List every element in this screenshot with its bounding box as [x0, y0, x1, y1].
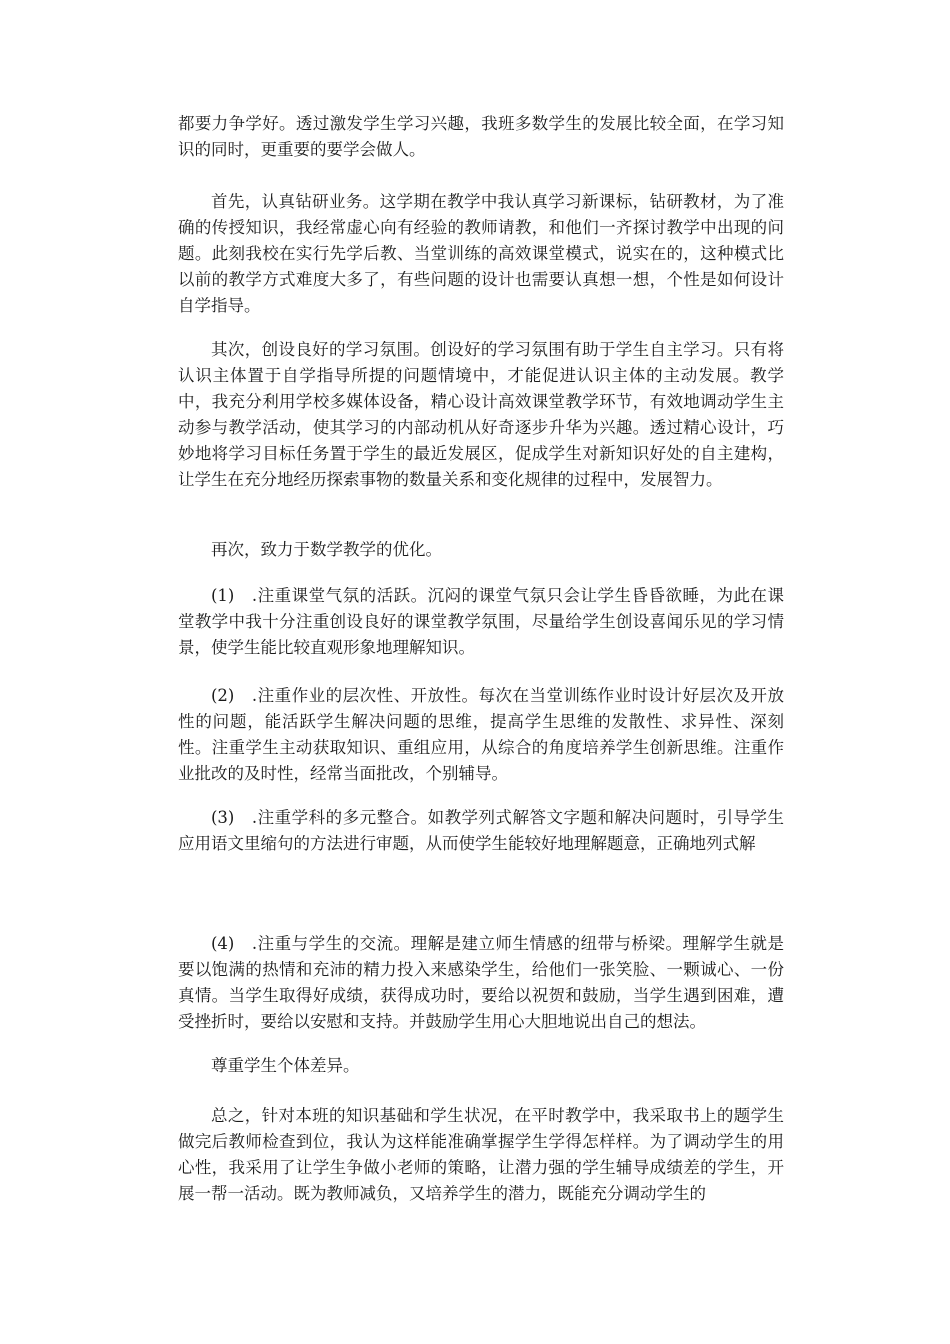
- paragraph-second-atmosphere: 其次，创设良好的学习氛围。创设好的学习氛围有助于学生自主学习。只有将认识主体置于自学指导所提的问题情境中，才能促进认识主体的主动发展。教学中，我充分利用学校多媒体设备，精心设计高效课堂教学环节，有效地调动学生主动参与教学活动，使其学习的内部动机从好奇逐步升华为兴趣。透过精心设计，巧妙地将学习目标任务置于学生的最近发展区，促成学生对新知识好处的自主建构，让学生在充分地经历探索事物的数量关系和变化规律的过程中，发展智力。: [178, 340, 784, 489]
- paragraph-item-4: (4) .注重与学生的交流。理解是建立师生情感的纽带与桥梁。理解学生就是要以饱满的热情和充沛的精力投入来感染学生，给他们一张笑脸、一颗诚心、一份真情。当学生取得好成绩，获得成功时，要给以祝贺和鼓励，当学生遇到困难，遭受挫折时，要给以安慰和支持。并鼓励学生用心大胆地说出自己的想法。: [178, 934, 784, 1031]
- paragraph-respect-differences: 尊重学生个体差异。: [211, 1056, 360, 1075]
- paragraph-third-optimization: 再次，致力于数学教学的优化。: [211, 540, 442, 559]
- paragraph-first-research: 首先，认真钻研业务。这学期在教学中我认真学习新课标，钻研教材，为了准确的传授知识，我经常虚心向有经验的教师请教，和他们一齐探讨教学中出现的问题。此刻我校在实行先学后教、当堂训练的高效课堂模式，说实在的，这种模式比以前的教学方式难度大多了，有些问题的设计也需要认真想一想，个性是如何设计自学指导。: [178, 192, 784, 315]
- paragraph-summary: 总之，针对本班的知识基础和学生状况，在平时教学中，我采取书上的题学生做完后教师检查到位，我认为这样能准确掌握学生学得怎样样。为了调动学生的用心性，我采用了让学生争做小老师的策略，让潜力强的学生辅导成绩差的学生，开展一帮一活动。既为教师减负，又培养学生的潜力，既能充分调动学生的: [178, 1106, 784, 1203]
- paragraph-item-2: (2) .注重作业的层次性、开放性。每次在当堂训练作业时设计好层次及开放性的问题，能活跃学生解决问题的思维，提高学生思维的发散性、求异性、深刻性。注重学生主动获取知识、重组应用，从综合的角度培养学生创新思维。注重作业批改的及时性，经常当面批改，个别辅导。: [178, 686, 784, 783]
- paragraph-item-3: (3) .注重学科的多元整合。如教学列式解答文字题和解决问题时，引导学生应用语文里缩句的方法进行审题，从而使学生能较好地理解题意，正确地列式解: [178, 808, 784, 853]
- paragraph-continuation: 都要力争学好。透过激发学生学习兴趣，我班多数学生的发展比较全面，在学习知识的同时，更重要的要学会做人。: [178, 114, 784, 159]
- paragraph-item-1: (1) .注重课堂气氛的活跃。沉闷的课堂气氛只会让学生昏昏欲睡，为此在课堂教学中我十分注重创设良好的课堂教学氛围，尽量给学生创设喜闻乐见的学习情景，使学生能比较直观形象地理解知识。: [178, 586, 784, 657]
